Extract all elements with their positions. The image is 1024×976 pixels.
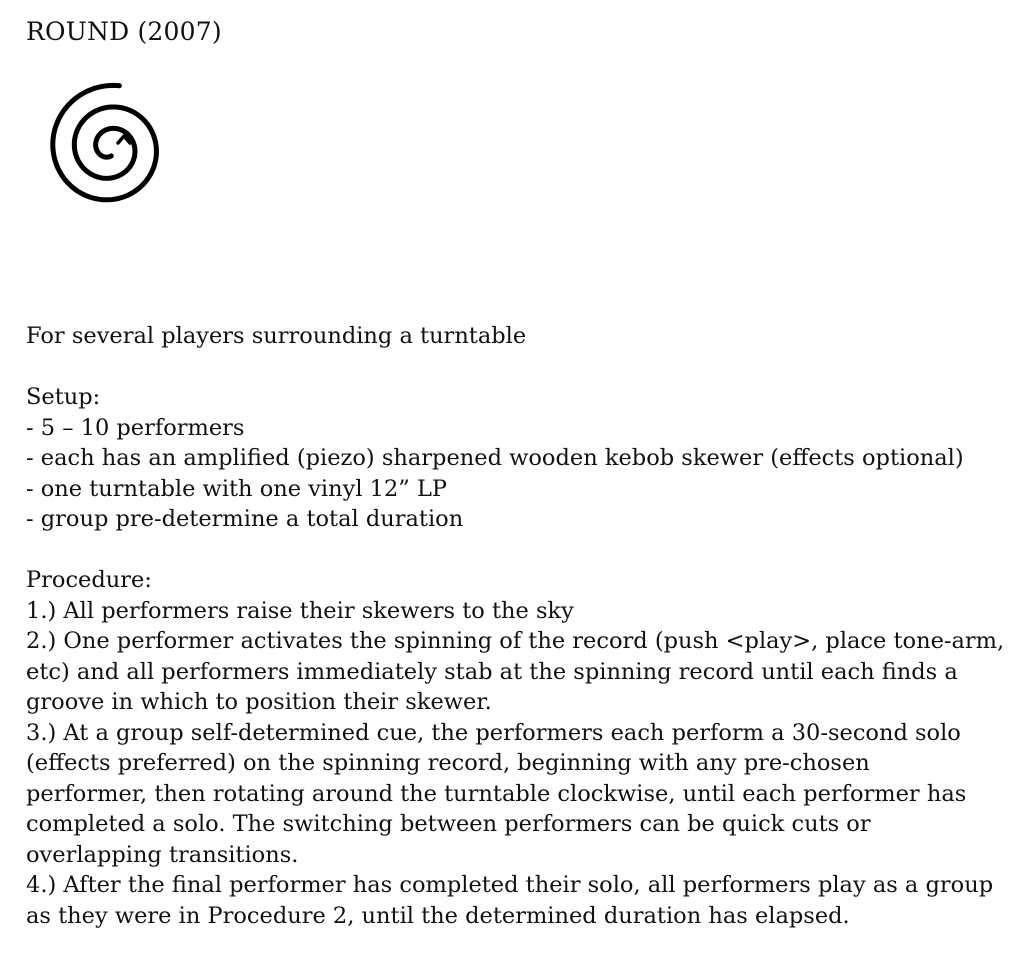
setup-item: - each has an amplified (piezo) sharpened wooden kebob skewer (effects optional) xyxy=(26,445,964,471)
setup-item: - one turntable with one vinyl 12” LP xyxy=(26,475,448,502)
procedure-line: etc) and all performers immediately stab at the spinning record until each finds a xyxy=(26,658,958,685)
spiral-path xyxy=(53,85,157,199)
procedure-line: 4.) After the final performer has completed their solo, all performers play as a group xyxy=(26,872,994,898)
procedure-heading: Procedure: xyxy=(26,567,152,593)
procedure-line: performer, then rotating around the turntable clockwise, until each performer has xyxy=(26,780,967,807)
procedure-line: 3.) At a group self-determined cue, the performers each perform a 30-second solo xyxy=(26,719,961,746)
procedure-line: as they were in Procedure 2, until the determined duration has elapsed. xyxy=(26,902,850,929)
procedure-line: completed a solo. The switching between performers can be quick cuts or xyxy=(26,811,871,837)
procedure-line: (effects preferred) on the spinning record, beginning with any pre-chosen xyxy=(26,750,870,776)
spiral-arrow-icon xyxy=(44,68,180,212)
setup-heading: Setup: xyxy=(26,384,101,410)
procedure-line: 1.) All performers raise their skewers to the sky xyxy=(26,597,574,624)
setup-item: - group pre-determine a total duration xyxy=(26,506,464,532)
setup-item: - 5 – 10 performers xyxy=(26,414,245,441)
procedure-section xyxy=(26,565,1005,931)
procedure-line: 2.) One performer activates the spinning of the record (push <play>, place tone-arm, xyxy=(26,628,1005,654)
setup-section xyxy=(26,382,986,535)
page-title: ROUND (2007) xyxy=(26,17,222,46)
subtitle: For several players surrounding a turntable xyxy=(26,323,527,349)
procedure-line: overlapping transitions. xyxy=(26,841,299,868)
procedure-line: groove in which to position their skewer. xyxy=(26,689,492,715)
